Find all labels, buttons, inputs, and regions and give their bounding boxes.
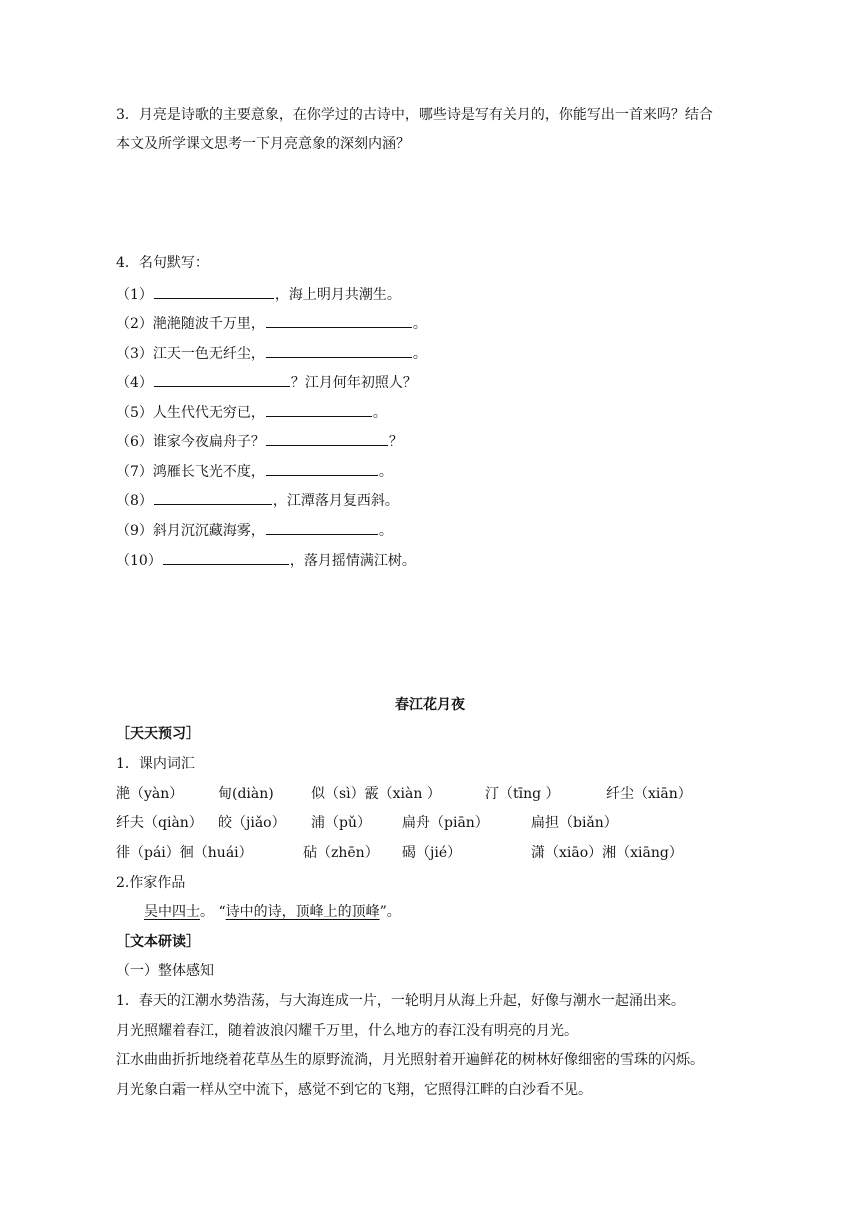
vocab-heading: 1．课内词汇	[116, 756, 195, 772]
paragraph-line: 月光象白霜一样从空中流下，感觉不到它的飞翔，它照得江畔的白沙看不见。	[116, 1082, 592, 1098]
vocab-item: 滟（yàn）	[116, 786, 184, 802]
study-subheading: （一）整体感知	[116, 963, 214, 979]
vocab-item: 甸(diàn)	[218, 786, 274, 802]
author-name: 吴中四士	[144, 904, 200, 920]
question-4-heading: 4．名句默写：	[116, 255, 209, 271]
page-title: 春江花月夜	[395, 697, 465, 713]
vocab-item: 纤夫（qiàn）	[116, 815, 203, 831]
vocab-item: 汀（tīng ）	[485, 786, 560, 802]
answer-blank[interactable]	[266, 432, 388, 446]
vocab-item: 扁舟（piān）	[402, 815, 489, 831]
recitation-item-3: （3）江天一色无纤尘， 。	[116, 346, 427, 362]
answer-blank[interactable]	[266, 403, 372, 417]
answer-blank[interactable]	[266, 462, 378, 476]
recitation-item-8: （8） ，江潭落月复西斜。	[116, 493, 399, 509]
recitation-item-7: （7）鸿雁长飞光不度， 。	[116, 464, 393, 480]
recitation-item-10: （10） ，落月摇情满江树。	[116, 553, 416, 569]
answer-blank[interactable]	[163, 551, 289, 565]
paragraph-line: 1．春天的江潮水势浩荡，与大海连成一片，一轮明月从海上升起，好像与潮水一起涌出来。	[116, 993, 685, 1009]
answer-blank[interactable]	[266, 314, 412, 328]
recitation-item-2: （2）滟滟随波千万里， 。	[116, 316, 427, 332]
section-heading-study: ［文本研读］	[116, 934, 200, 950]
vocab-item: 扁担（biǎn）	[531, 815, 618, 831]
question-3-line-2: 本文及所学课文思考一下月亮意象的深刻内涵？	[116, 136, 410, 152]
recitation-item-9: （9）斜月沉沉藏海雾， 。	[116, 523, 393, 539]
answer-blank[interactable]	[154, 373, 290, 387]
section-heading-preview: ［天天预习］	[116, 726, 200, 742]
answer-blank[interactable]	[154, 491, 272, 505]
recitation-item-1: （1） ，海上明月共潮生。	[116, 287, 401, 303]
answer-blank[interactable]	[266, 521, 378, 535]
question-3-line-1: 3．月亮是诗歌的主要意象，在你学过的古诗中，哪些诗是写有关月的，你能写出一首来吗？结合	[116, 107, 713, 123]
vocab-item: 似（sì）霰（xiàn ）	[311, 786, 441, 802]
paragraph-line: 江水曲曲折折地绕着花草丛生的原野流淌，月光照射着开遍鲜花的树林好像细密的雪珠的闪烁。	[116, 1052, 704, 1068]
recitation-item-6: （6）谁家今夜扁舟子？ ？	[116, 434, 403, 450]
answer-blank[interactable]	[266, 344, 412, 358]
author-quote: 诗中的诗，顶峰上的顶峰	[225, 904, 380, 920]
vocab-item: 碣（jié）	[402, 845, 462, 861]
vocab-item: 纤尘（xiān）	[606, 786, 692, 802]
vocab-item: 徘（pái）徊（huái）	[116, 845, 253, 861]
author-line: 吴中四士。 “诗中的诗，顶峰上的顶峰”。	[144, 904, 401, 920]
answer-blank[interactable]	[154, 285, 274, 299]
vocab-item: 浦（pǔ）	[311, 815, 371, 831]
vocab-item: 潇（xiāo）湘（xiāng）	[531, 845, 683, 861]
vocab-item: 皎（jiǎo）	[218, 815, 286, 831]
recitation-item-5: （5）人生代代无穷已， 。	[116, 405, 387, 421]
paragraph-line: 月光照耀着春江，随着波浪闪耀千万里，什么地方的春江没有明亮的月光。	[116, 1023, 578, 1039]
author-heading: 2.作家作品	[116, 875, 186, 891]
vocab-item: 砧（zhēn）	[303, 845, 379, 861]
recitation-item-4: （4） ？江月何年初照人？	[116, 375, 417, 391]
